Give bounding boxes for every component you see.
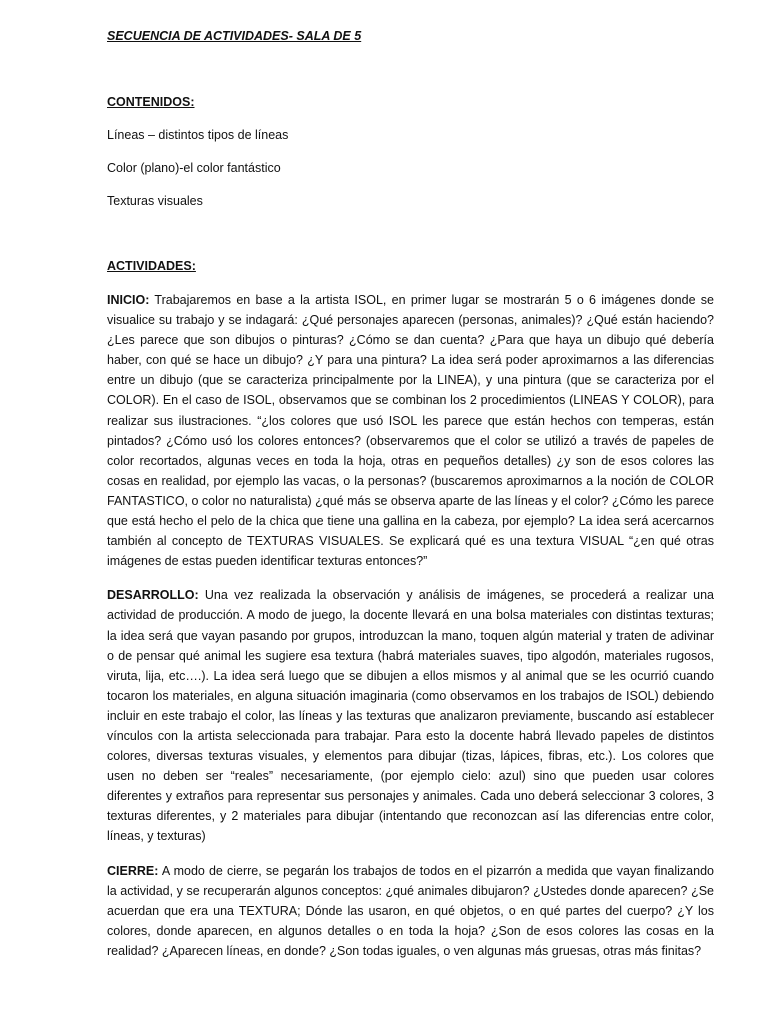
inicio-text: Trabajaremos en base a la artista ISOL, en primer lugar se mostrarán 5 o 6 imágenes donde se visualice su trabajo y se indagará: ¿Qué personajes aparecen (personas, animales)? ¿Qué están haciendo? ¿Les parece que son dibujos o pinturas? ¿Cómo se dan cuenta? ¿Para que haya un dibujo qué debería haber, con qué se hace un dibujo? ¿Y para una pintura? La idea será poder aproximarnos a las diferencias entre un dibujo (que se caracteriza principalmente por la LINEA), y una pintura (que se caracteriza por el COLOR). En el caso de ISOL, observamos que se combinan los 2 procedimientos (LINEAS Y COLOR), para realizar sus ilustraciones. “¿los colores que usó ISOL les parece que están hechos con temperas, están pintados? ¿Cómo usó los colores entonces? (observaremos que el color se utilizó a través de papeles de color recortados, algunas veces en toda la hoja, otras en pequeños detalles) ¿y son de esos colores las cosas en realidad, por ejemplo las vacas, o la personas? (buscaremos aproximarnos a la noción de COLOR FANTASTICO, o color no naturalista) ¿qué más se observa aparte de las líneas y el color? ¿Cómo les parece que está hecho el pelo de la chica que tiene una gallina en la cabeza, por ejemplo? La idea será acercarnos también al concepto de TEXTURAS VISUALES. Se explicará qué es una textura VISUAL “¿en qué otras imágenes de estas pueden identificar texturas entonces?” [107,293,714,569]
cierre-text: A modo de cierre, se pegarán los trabajos de todos en el pizarrón a medida que vayan finalizando la actividad, y se recuperarán algunos conceptos: ¿qué animales dibujaron? ¿Ustedes donde aparecen? ¿Se acuerdan que era una TEXTURA; Dónde las usaron, en qué objetos, o en qué partes del cuerpo? ¿Y los colores, donde aparecen, en algunos detalles o en toda la hoja? ¿Son de esos colores las cosas en la realidad? ¿Aparecen líneas, en donde? ¿Son todas iguales, o ven algunas más gruesas, otras más finitas? [107,863,714,958]
contenido-item-color: Color (plano)-el color fantástico [107,161,281,175]
desarrollo-paragraph [107,585,714,846]
contenido-item-texturas: Texturas visuales [107,194,203,208]
inicio-label: INICIO: [107,293,150,307]
contenidos-heading: CONTENIDOS: [107,95,195,109]
desarrollo-label: DESARROLLO: [107,588,199,603]
contenido-item-lineas: Líneas – distintos tipos de líneas [107,128,289,142]
cierre-paragraph [107,861,714,961]
cierre-label: CIERRE: [107,863,159,878]
actividades-heading: ACTIVIDADES: [107,259,196,273]
inicio-paragraph [107,290,714,571]
document-title: SECUENCIA DE ACTIVIDADES- SALA DE 5 [107,29,362,43]
desarrollo-text: Una vez realizada la observación y análisis de imágenes, se procederá a realizar una actividad de producción. A modo de juego, la docente llevará en una bolsa materiales con distintas texturas; la idea será que vayan pasando por grupos, introduzcan la mano, toquen algún material y traten de adivinar o de pensar qué animal les sugiere esa textura (habrá materiales suaves, tipo algodón, materiales rugosos, viruta, lija, etc….). La idea será luego que se dibujen a ellos mismos y al animal que se les ocurrió cuando tocaron los materiales, en alguna situación imaginaria (como observamos en los trabajos de ISOL) debiendo incluir en este trabajo el color, las líneas y las texturas que analizaron previamente, buscando así establecer vínculos con la artista seleccionada para trabajar. Para esto la docente habrá llevado papeles de distintos colores, diversas texturas visuales, y elementos para dibujar (tizas, lápices, fibras, etc.). Los colores que usen no deben ser “reales” necesariamente, (por ejemplo cielo: azul) sino que pueden usar colores diferentes y extraños para representar sus personajes y animales. Cada uno deberá seleccionar 3 colores, 3 texturas diferentes, y 2 materiales para dibujar (intentando que reconozcan así las diferencias entre color, líneas, y texturas) [107,588,714,844]
